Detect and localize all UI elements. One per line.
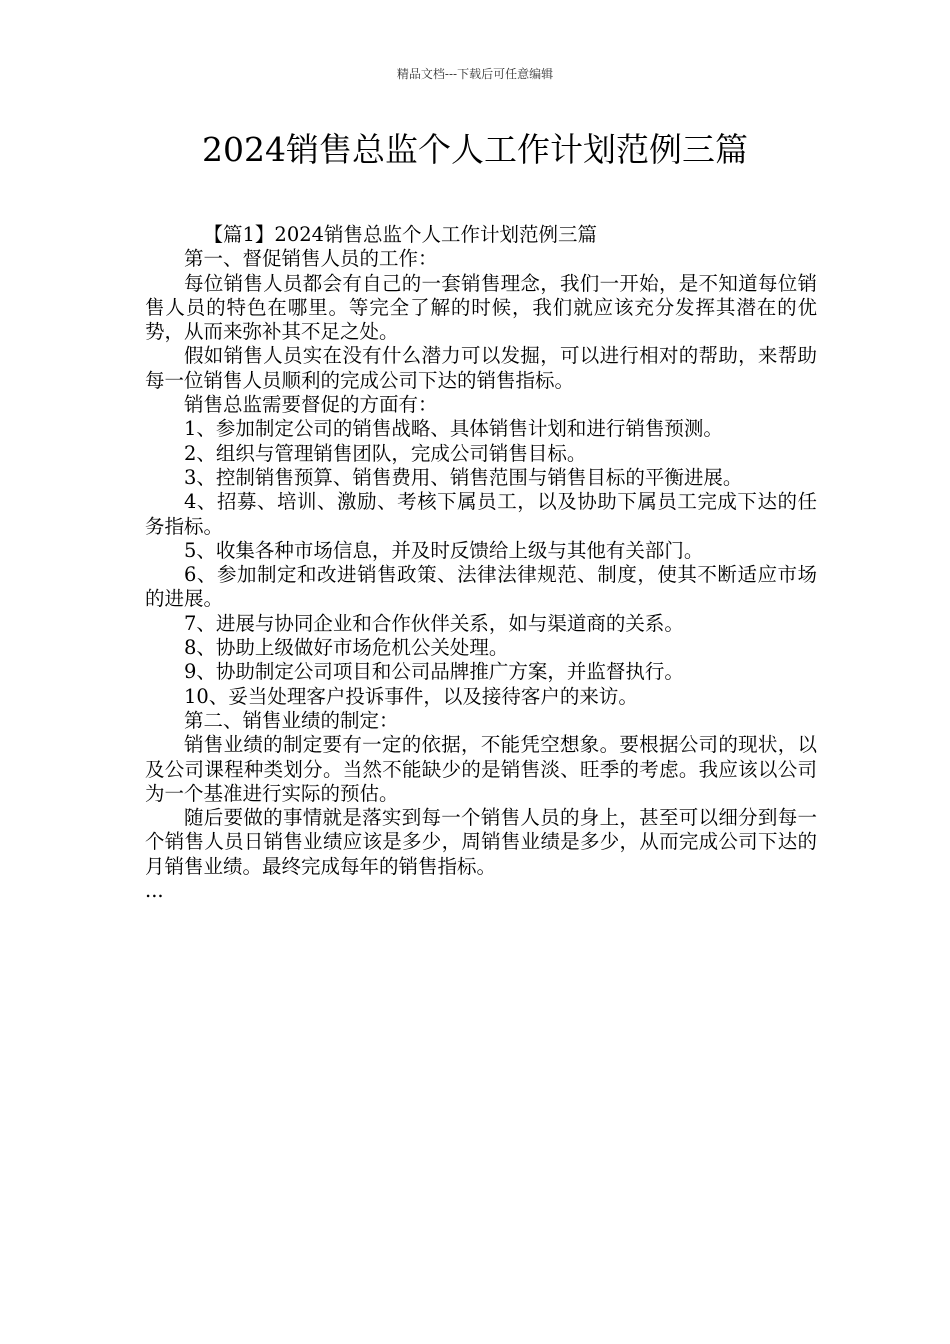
subsection-heading: 第二、销售业绩的制定： — [184, 708, 399, 732]
section-heading: 【篇1】2024销售总监个人工作计划范例三篇 — [203, 223, 598, 246]
list-item: 4、招募、培训、激励、考核下属员工，以及协助下属员工完成下达的任务指标。 — [145, 490, 817, 538]
list-item: 1、参加制定公司的销售战略、具体销售计划和进行销售预测。 — [184, 417, 723, 441]
list-item: 10、妥当处理客户投诉事件，以及接待客户的来访。 — [184, 684, 638, 708]
list-item: 7、进展与协同企业和合作伙伴关系，如与渠道商的关系。 — [184, 611, 684, 635]
list-item: 2、组织与管理销售团队，完成公司销售目标。 — [184, 441, 587, 465]
paragraph: 销售业绩的制定要有一定的依据，不能凭空想象。要根据公司的现状，以及公司课程种类划分。当然不能缺少的是销售淡、旺季的考虑。我应该以公司为一个基准进行实际的预估。 — [145, 733, 817, 805]
paragraph: 随后要做的事情就是落实到每一个销售人员的身上，甚至可以细分到每一个销售人员日销售业绩应该是多少，周销售业绩是多少，从而完成公司下达的月销售业绩。最终完成每年的销售指标。 — [145, 806, 817, 878]
header-note: 精品文档---下载后可任意编辑 — [396, 67, 554, 81]
paragraph: 每位销售人员都会有自己的一套销售理念，我们一开始，是不知道每位销售人员的特色在哪里。等完全了解的时候，我们就应该充分发挥其潜在的优势，从而来弥补其不足之处。 — [145, 271, 817, 344]
paragraph: 销售总监需要督促的方面有： — [184, 393, 438, 417]
continuation-ellipsis: ... — [145, 879, 164, 903]
document-body — [145, 223, 817, 903]
subsection-heading: 第一、督促销售人员的工作： — [184, 247, 438, 271]
list-item: 9、协助制定公司项目和公司品牌推广方案，并监督执行。 — [184, 660, 684, 684]
paragraph: 假如销售人员实在没有什么潜力可以发掘，可以进行相对的帮助，来帮助每一位销售人员顺利的完成公司下达的销售指标。 — [145, 344, 817, 392]
list-item: 8、协助上级做好市场危机公关处理。 — [184, 636, 509, 660]
list-item: 5、收集各种市场信息，并及时反馈给上级与其他有关部门。 — [184, 538, 704, 562]
document-title: 2024销售总监个人工作计划范例三篇 — [202, 130, 748, 169]
list-item: 6、参加制定和改进销售政策、法律法律规范、制度，使其不断适应市场的进展。 — [145, 563, 817, 611]
list-item: 3、控制销售预算、销售费用、销售范围与销售目标的平衡进展。 — [184, 465, 743, 489]
